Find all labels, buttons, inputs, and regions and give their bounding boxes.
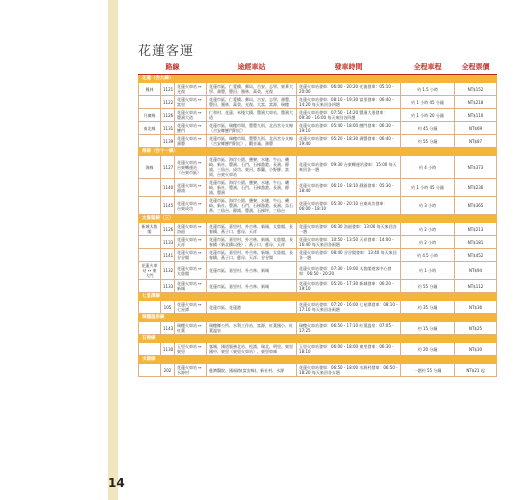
duration-cell: 約 1.5 小時 [401, 83, 455, 96]
route-name-cell: 花蓮火車站 ↔ 七星潭 [175, 301, 207, 314]
table-row [139, 262, 497, 280]
fare-cell: NT$21 起 [455, 364, 497, 377]
duration-cell: 約 35 分鐘 [401, 301, 455, 314]
section-label: 太魯閣線（三） [139, 215, 497, 223]
table-row [139, 343, 497, 356]
departure-times-cell: 花蓮火車站發車：10:50 - 13:50 天祥發車：14:00 - 16:40 每天來回各兩趟 [297, 236, 401, 249]
route-name-cell: 花蓮火車站 ↔ 靜浦 [175, 179, 207, 197]
fare-cell: NT$365 [455, 197, 497, 215]
table-row [139, 280, 497, 293]
stops-cell: 花蓮市區、花蓮港 [207, 301, 297, 314]
section-label: 石梯線 [139, 335, 497, 343]
section-row [139, 293, 497, 301]
area-cell [139, 280, 161, 293]
route-number-cell: 1145 [161, 197, 175, 215]
stops-cell: 花蓮市區、嘉里村、外吉林、新城 [207, 280, 297, 293]
area-cell [139, 343, 161, 356]
route-number-cell: 1140 [161, 179, 175, 197]
table-row [139, 322, 497, 335]
table-row [139, 301, 497, 314]
route-number-cell: 105 [161, 301, 175, 314]
table-row [139, 249, 497, 262]
area-cell [139, 197, 161, 215]
fare-cell: NT$452 [455, 249, 497, 262]
section-row [139, 356, 497, 364]
duration-cell: 約 20 分鐘 [401, 343, 455, 356]
route-name-cell: 花蓮火車站 ↔ 壽豐 [175, 135, 207, 148]
departure-times-cell: 花蓮火車站發車：08:40 谷谷閣發車：13:40 每天來回各一趟 [297, 249, 401, 262]
route-name-cell: 瑞穗火車站 ↔ 紅葉 [175, 322, 207, 335]
duration-cell: 約 1 小時 20 分鐘 [401, 109, 455, 122]
route-number-cell: 1139 [161, 135, 175, 148]
fare-cell: NT$94 [455, 262, 497, 280]
duration-cell: 約 3 小時 [401, 197, 455, 215]
duration-cell: 約 1 小時 45 分鐘 [401, 179, 455, 197]
departure-times-cell: 玉里火車站發車：06:00 - 18:00 東里發車：06:30 - 18:10 [297, 343, 401, 356]
section-label: 七星潭線 [139, 293, 497, 301]
fare-cell: NT$25 [455, 322, 497, 335]
section-row [139, 75, 497, 83]
route-number-cell: 1121 [161, 83, 175, 96]
stops-cell: 花蓮市區、嘉里村、外吉林、新城、太魯閣、長春橋（新北橋以後）、燕子口、慈母、天祥 [207, 236, 297, 249]
stops-cell: 瑞穗鄉公所、水利工作站、富源、紅葉國小、紅葉溫泉 [207, 322, 297, 335]
table-header-row [139, 60, 497, 75]
fare-cell: NT$181 [455, 236, 497, 249]
table-row [139, 156, 497, 179]
section-label: 海線（台十一線） [139, 148, 497, 156]
route-name-cell: 花蓮火車站 ↔ 光復 [175, 83, 207, 96]
duration-cell: 約 1 小時 45 分鐘 [401, 96, 455, 109]
departure-times-cell: 花蓮火車站發車：05:20 - 17:30 新城發車：06:20 - 19:10 [297, 280, 401, 293]
departure-times-cell: 花蓮火車站發車：05:20 - 18:30 壽豐發車：06:40 - 19:40 [297, 135, 401, 148]
duration-cell: 約 1 小時 [401, 262, 455, 280]
departure-times-cell: 花蓮火車站發車：05:40 - 18:00 鯉門發車：06:30 - 19:10 [297, 122, 401, 135]
table-row [139, 223, 497, 236]
header-stops: 途經車站 [207, 60, 297, 75]
area-cell [139, 364, 161, 377]
fare-cell: NT$213 [455, 223, 497, 236]
area-cell [139, 179, 161, 197]
area-cell: 月廣線 [139, 109, 161, 122]
duration-cell: 約 45 分鐘 [401, 122, 455, 135]
fare-cell: NT$152 [455, 83, 497, 96]
route-name-cell: 玉里火車站 ↔ 東里 [175, 343, 207, 356]
route-number-cell: 1126 [161, 223, 175, 236]
stops-cell: 花蓮市區、海岸公園、鹽寮、水璉、牛山、磯崎、新社、豐濱、石門、石梯漁港、長濱、靜浦、三仙台、成功、東河、都蘭、小野柳、富岡、台東火車站 [207, 156, 297, 179]
area-cell [139, 135, 161, 148]
left-margin [0, 0, 108, 500]
stops-cell: 慈濟醫院、國福路(富安線)、新社村、水源 [207, 364, 297, 377]
departure-times-cell: 花蓮火車站發車：06:00 - 20:20 光復發車：05:10 - 20:00 [297, 83, 401, 96]
area-cell: 鳳林 [139, 83, 161, 96]
departure-times-cell: 花蓮火車站發車：07:30 - 19:00 太魯閣遊客中心發車：06:50 - 20:20 [297, 262, 401, 280]
departure-times-cell: 花蓮火車站發車：07:20 - 16:00 七星潭發車：08:10 - 17:10 每天來回各兩趟 [297, 301, 401, 314]
route-number-cell: 202 [161, 364, 175, 377]
section-row [139, 335, 497, 343]
fare-cell: NT$87 [455, 135, 497, 148]
stops-cell: 花蓮市區、仁愛橋、郵局、吉安、志學、東華大學、壽豐、豐田、鳳林、萬榮、光復 [207, 83, 297, 96]
fare-cell: NT$110 [455, 109, 497, 122]
route-number-cell: 1127 [161, 156, 175, 179]
table-row [139, 236, 497, 249]
area-cell: 海線 [139, 156, 161, 179]
stops-cell: 花蓮市區、瑞穗市場、豐豐九街、北昌宮分支線（吉安鄉鯉門附近）、觀音滿、壽豐 [207, 135, 297, 148]
area-cell: 新城太魯閣 [139, 223, 161, 236]
area-cell [139, 301, 161, 314]
table-row [139, 96, 497, 109]
fare-cell: NT$30 [455, 343, 497, 356]
route-name-cell: 花蓮火車站 ↔ 谷谷閣 [175, 249, 207, 262]
route-number-cell: 1133 [161, 280, 175, 293]
fare-cell: NT$36 [455, 301, 497, 314]
departure-times-cell: 花蓮火車站發車：09:30 台東轉運站發車：15:00 每天來回各一趟 [297, 156, 401, 179]
route-number-cell: 1131 [161, 122, 175, 135]
route-name-cell: 花蓮火車站 ↔ 富里 [175, 96, 207, 109]
section-row [139, 148, 497, 156]
section-row [139, 314, 497, 322]
duration-cell: 約 2 小時 [401, 223, 455, 236]
duration-cell: 約 15 分鐘 [401, 322, 455, 335]
route-name-cell: 花蓮火車站 ↔ 新城 [175, 280, 207, 293]
document-page [108, 0, 520, 500]
area-cell [139, 249, 161, 262]
departure-times-cell: 花蓮火車站發車：07:50 - 14:20 豐濱大道發車：09:30 - 16:00 每天來回各四趟 [297, 109, 401, 122]
departure-times-cell: 花蓮火車站發車：05:30 - 20:10 台東成功發車：06:00 - 18:10 [297, 197, 401, 215]
stops-cell: 花蓮市區、海岸公園、鹽寮、水璉、牛山、磯崎、新社、豐濱、石門、石梯漁港、長濱、靜浦、豐濱 [207, 179, 297, 197]
route-name-cell: 花蓮火車站 ↔ 台東成功 [175, 197, 207, 215]
table-row [139, 109, 497, 122]
header-duration: 全程車程 [401, 60, 455, 75]
route-name-cell: 花蓮火車站 ↔ 太魯閣 [175, 262, 207, 280]
route-number-cell: 1130 [161, 343, 175, 356]
duration-cell: 一趟約 55 分鐘 [401, 364, 455, 377]
stops-cell: 客城、國道服務北站、松浦、瑞北、明里、東里國中、東里（東里火車站）、東里車庫 [207, 343, 297, 356]
route-number-cell: 1126 [161, 109, 175, 122]
table-row [139, 197, 497, 215]
fare-cell: NT$112 [455, 280, 497, 293]
route-number-cell: 1141 [161, 249, 175, 262]
stops-cell: 花蓮市區、瑞穗市場、豐豐九街、北昌宮分支線（吉安鄉鯉門附近） [207, 122, 297, 135]
route-name-cell: 花蓮火車站 ↔ 台東轉運站（台東市區） [175, 156, 207, 179]
duration-cell: 約 4 小時 [401, 156, 455, 179]
stops-cell: 花蓮市區、仁愛橋、郵局、吉安、志學、壽豐、豐田、鳳林、萬榮、光復、大富、富源、瑞穗 [207, 96, 297, 109]
section-label: 瑞穗溫泉線 [139, 314, 497, 322]
route-name-cell: 花蓮火車站 ↔ 洛韶 [175, 223, 207, 236]
header-route: 路線 [139, 60, 207, 75]
departure-times-cell: 花蓮火車站發車：08:10 - 19:30 富里發車：06:40 - 14:20 每天來回各四趟 [297, 96, 401, 109]
stops-cell: 花蓮市區、嘉里村、外吉林、新城 [207, 262, 297, 280]
duration-cell: 約 4.5 小時 [401, 249, 455, 262]
duration-cell: 約 55 分鐘 [401, 280, 455, 293]
table-row [139, 179, 497, 197]
header-fare: 全程票價 [455, 60, 497, 75]
bus-schedule-table [138, 60, 497, 377]
fare-cell: NT$69 [455, 122, 497, 135]
area-cell: 花蓮火車站 ↔ 東大門 [139, 262, 161, 280]
departure-times-cell: 花蓮火車站發車：06:30 洛韶發車：13:00 每天來回各一趟 [297, 223, 401, 236]
page-number: 14 [108, 476, 125, 490]
section-label: 花蓮（台九線） [139, 75, 497, 83]
section-label: 水源線 [139, 356, 497, 364]
route-number-cell: 1132 [161, 262, 175, 280]
fare-cell: NT$236 [455, 179, 497, 197]
route-name-cell: 花蓮火車站 ↔ 天祥 [175, 236, 207, 249]
side-band [108, 0, 118, 500]
route-number-cell: 1143 [161, 322, 175, 335]
table-row [139, 83, 497, 96]
departure-times-cell: 花蓮火車站發車：06:50 - 18:00 水源村發車：06:50 - 18:20 每天來回各五趟 [297, 364, 401, 377]
duration-cell: 約 55 分鐘 [401, 135, 455, 148]
header-times: 發車時間 [297, 60, 401, 75]
departure-times-cell: 花蓮火車站發車：06:10 - 18:10 靜浦發車：05:30 - 18:40 [297, 179, 401, 197]
stops-cell: 花蓮市區、海岸公園、鹽寮、水璉、牛山、磯崎、新社、豐濱、石門、石梯漁港、長濱、烏石鼻、三仙台、靜浦、豐濱、石梯坪、三仙台 [207, 197, 297, 215]
table-row [139, 122, 497, 135]
route-number-cell: 1122 [161, 96, 175, 109]
page-title: 花蓮客運 [138, 44, 195, 59]
area-cell [139, 236, 161, 249]
table-row [139, 135, 497, 148]
area-cell [139, 322, 161, 335]
area-cell [139, 96, 161, 109]
route-name-cell: 花蓮火車站 ↔ 水源村 [175, 364, 207, 377]
fare-cell: NT$218 [455, 96, 497, 109]
route-name-cell: 花蓮火車站 ↔ 豐濱大道 [175, 109, 207, 122]
table-row [139, 364, 497, 377]
stops-cell: 仁和村、花蓮、米棧大橋、豐濱大車站、豐濱大道 [207, 109, 297, 122]
stops-cell: 花蓮市區、嘉里村、外吉林、新城、太魯閣、長春橋、燕子口、慈母、天祥、谷谷閣 [207, 249, 297, 262]
stops-cell: 花蓮市區、嘉里村、外吉林、新城、太魯閣、長春橋、燕子口、慈母、天祥 [207, 223, 297, 236]
route-number-cell: 1133 [161, 236, 175, 249]
departure-times-cell: 瑞穗火車站發車：06:50 - 17:10 紅葉溫泉：07:05 - 17:25 [297, 322, 401, 335]
duration-cell: 約 2 小時 [401, 236, 455, 249]
fare-cell: NT$373 [455, 156, 497, 179]
area-cell: 南北線 [139, 122, 161, 135]
route-name-cell: 花蓮火車站 ↔ 鯉門 [175, 122, 207, 135]
section-row [139, 215, 497, 223]
